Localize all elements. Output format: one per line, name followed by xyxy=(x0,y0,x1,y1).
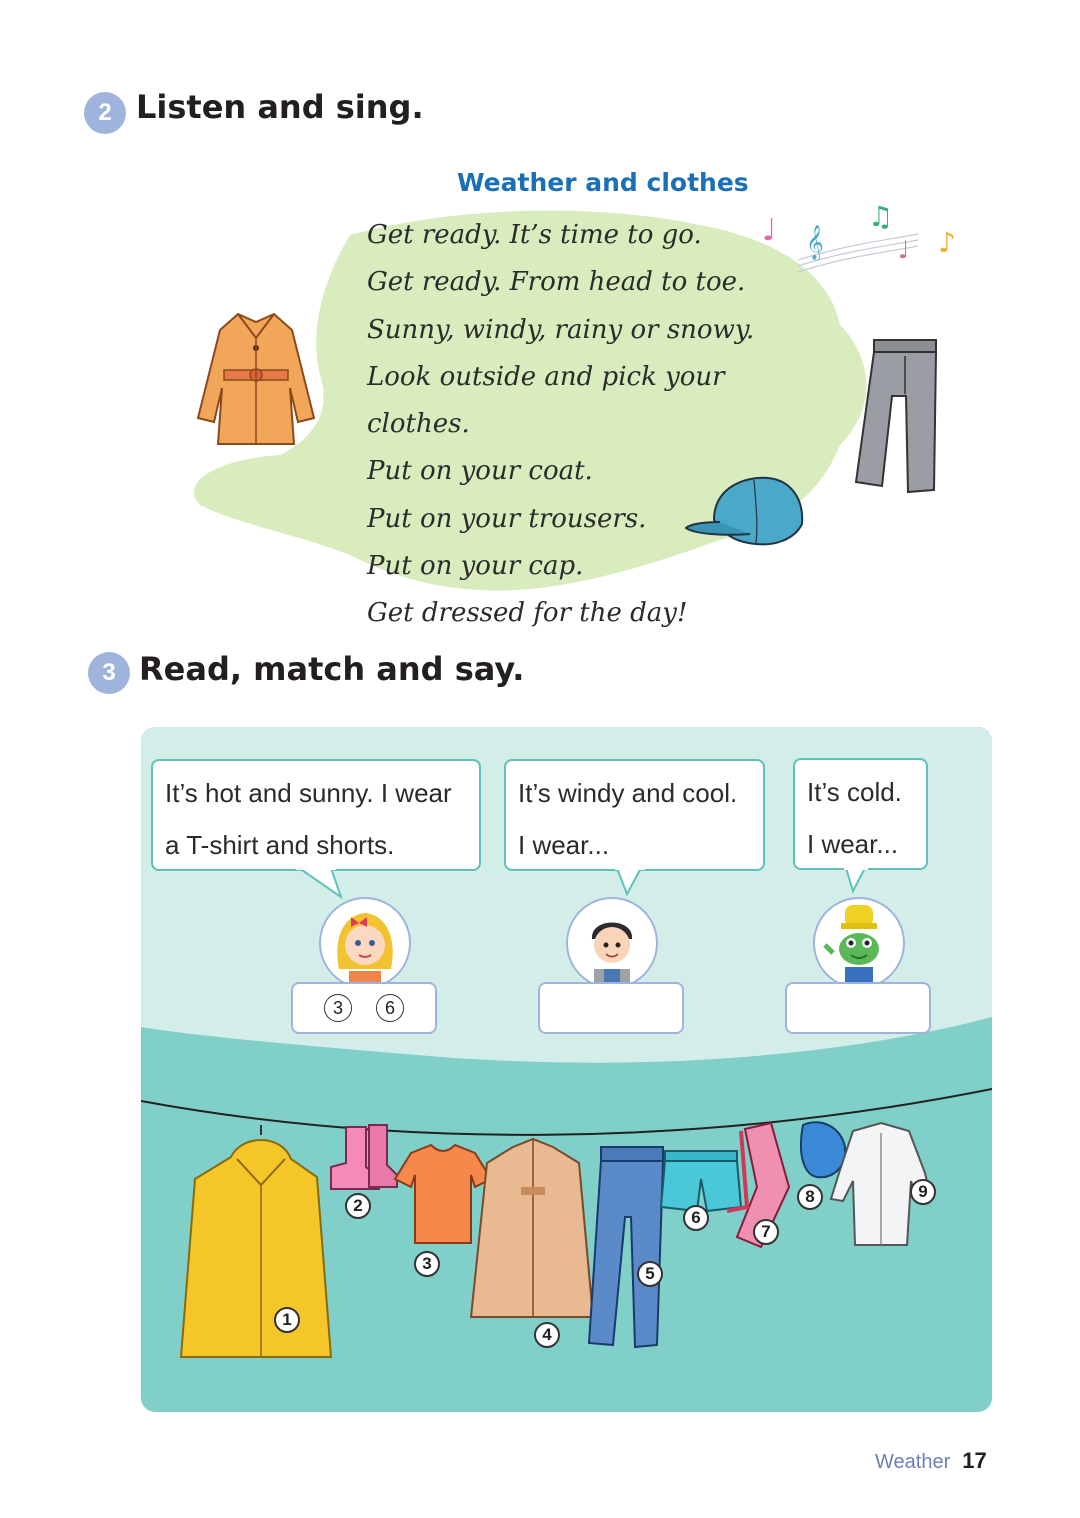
boots-icon xyxy=(331,1125,397,1189)
answer-box-frog[interactable] xyxy=(785,982,931,1034)
clothes-number-tag: 9 xyxy=(910,1179,936,1205)
clothes-number-tag: 2 xyxy=(345,1193,371,1219)
answer-number: 6 xyxy=(376,994,404,1022)
lyric-line: Look outside and pick your clothes. xyxy=(367,361,725,440)
unit-name: Weather xyxy=(875,1451,951,1473)
section-number: 3 xyxy=(102,659,116,686)
clothes-number-tag: 8 xyxy=(797,1184,823,1210)
page-number: 17 xyxy=(962,1448,987,1473)
answer-number: 3 xyxy=(324,994,352,1022)
svg-text:♩: ♩ xyxy=(898,236,910,264)
clothes-number-tag: 1 xyxy=(274,1307,300,1333)
clothesline xyxy=(141,1067,992,1412)
activity-panel xyxy=(141,727,992,1412)
page-footer xyxy=(875,1448,987,1474)
bubble-line: I wear... xyxy=(807,829,899,859)
lyric-line: Get ready. It’s time to go. xyxy=(367,220,702,250)
clothes-number-tag: 6 xyxy=(683,1205,709,1231)
lyric-line: Get dressed for the day! xyxy=(367,598,688,629)
bubble-line: It’s hot and sunny. I wear xyxy=(165,778,452,808)
clothes-number-tag: 5 xyxy=(637,1261,663,1287)
answer-box-girl[interactable] xyxy=(291,982,437,1034)
song-lyrics xyxy=(367,212,817,638)
lyric-line: Get ready. From head to toe. xyxy=(367,267,746,298)
clothes-number-tag: 7 xyxy=(753,1219,779,1245)
answer-box-boy[interactable] xyxy=(538,982,684,1034)
song-title: Weather and clothes xyxy=(457,168,749,197)
bubble-line: It’s cold. xyxy=(807,777,902,807)
lyric-line: Sunny, windy, rainy or snowy. xyxy=(367,314,755,345)
section-heading: Listen and sing. xyxy=(136,88,424,126)
section-number: 2 xyxy=(98,99,112,126)
lyric-line: Put on your coat. xyxy=(367,456,593,487)
clothes-number-tag: 4 xyxy=(534,1322,560,1348)
raincoat-icon xyxy=(181,1125,331,1357)
svg-text:♫: ♫ xyxy=(868,200,894,233)
boy-avatar xyxy=(566,897,658,989)
clothes-number-tag: 3 xyxy=(414,1251,440,1277)
frog-avatar xyxy=(813,897,905,989)
section-number-badge xyxy=(84,92,126,134)
section-number-badge xyxy=(88,652,130,694)
trousers-icon xyxy=(852,336,942,496)
coat-icon xyxy=(190,308,322,450)
bubble-line: a T-shirt and shorts. xyxy=(165,830,395,860)
svg-text:♩: ♩ xyxy=(762,213,777,248)
section-heading: Read, match and say. xyxy=(139,650,525,688)
bubble-line: It’s windy and cool. xyxy=(518,778,738,808)
music-notes-icon xyxy=(758,196,968,282)
tshirt-icon xyxy=(395,1145,491,1243)
bubble-line: I wear... xyxy=(518,830,610,860)
cap-icon xyxy=(801,1122,845,1177)
shorts-icon xyxy=(661,1151,741,1211)
lyric-line: Put on your cap. xyxy=(367,551,584,582)
svg-text:𝄞: 𝄞 xyxy=(806,225,824,260)
long-coat-icon xyxy=(471,1139,593,1317)
girl-avatar xyxy=(319,897,411,989)
lyric-line: Put on your trousers. xyxy=(367,503,647,534)
jeans-icon xyxy=(589,1147,663,1347)
cap-icon xyxy=(684,474,808,550)
svg-text:♪: ♪ xyxy=(938,226,956,259)
